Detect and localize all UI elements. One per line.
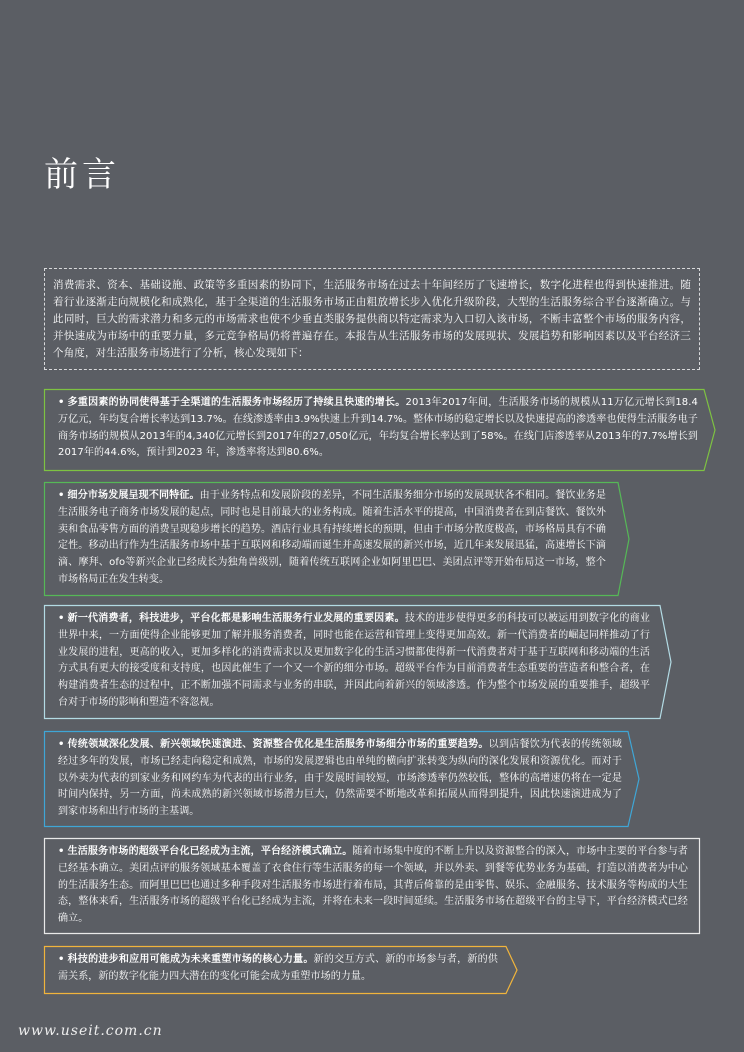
watermark-text: www.useit.com.cn (18, 1023, 163, 1039)
finding-box-3 (44, 605, 672, 719)
finding-lead-4: 传统领域深化发展、新兴领域快速演进、资源整合优化是生活服务市场细分市场的重要趋势。 (67, 739, 489, 750)
finding-box-1 (44, 389, 716, 471)
finding-body-3: 技术的进步使得更多的科技可以被运用到数字化的商业世界中来，一方面使得企业能够更加了解并服务消费者，同时也能在运营和管理上变得更加高效。新一代消费者的崛起同样推动了行业发展的进程，更高的收入，更加多样化的消费需求以及更加数字化的生活习惯都使得新一代消费者对于基于互联网和移动端的生活方式具有更大的接受度和支持度，也因此催生了一个又一个新的细分市场。超级平台作为目前消费者生态重要的营造者和整合者，在构建消费者生态的过程中，正不断加强不同需求与业务的串联，并因此向着新兴的领域渗透。作为整个市场发展的重要推手，超级平台对于市场的影响和塑造不容忽视。 (58, 613, 650, 708)
finding-lead-5: 生活服务市场的超级平台化已经成为主流，平台经济模式确立。 (67, 846, 353, 857)
bullet-icon: • (58, 490, 65, 501)
finding-text-1 (58, 395, 698, 462)
finding-lead-1: 多重因素的协同使得基于全渠道的生活服务市场经历了持续且快速的增长。 (67, 397, 406, 408)
bullet-icon: • (58, 397, 65, 408)
finding-text-4 (58, 737, 622, 821)
finding-text-6 (58, 952, 498, 986)
bullet-icon: • (58, 613, 65, 624)
finding-body-1: 2013年2017年间，生活服务市场的规模从11万亿元增长到18.4万亿元，年均复合增长率达到13.7%。在线渗透率由3.9%快速上升到14.7%。整体市场的稳定增长以及快速提高的渗透率也使得生活服务电子商务市场的规模从2013年的4,340亿元增长到2017年的27,050亿元，年均复合增长率达到了58%。在线门店渗透率从2013年的7.7%增长到2017年的44.6%，预计到2023 年，渗透率将达到80.6%。 (58, 397, 698, 459)
finding-lead-3: 新一代消费者，科技进步，平台化都是影响生活服务行业发展的重要因素。 (67, 613, 405, 624)
bullet-icon: • (58, 954, 65, 965)
bullet-icon: • (58, 739, 65, 750)
finding-body-4: 以到店餐饮为代表的传统领域经过多年的发展，市场已经走向稳定和成熟，市场的发展逻辑也由单纯的横向扩张转变为纵向的深化发展和资源优化。而对于以外卖为代表的到家业务和网约车为代表的出行业务，由于发展时间较短，市场渗透率仍然较低，整体的高增速仍将在一定是时间内保持，另一方面，尚未成熟的新兴领域市场潜力巨大，仍然需要不断地改革和拓展从而得到提升，因此快速演进成为了到家市场和出行市场的主基调。 (58, 739, 622, 818)
finding-lead-6: 科技的进步和应用可能成为未来重塑市场的核心力量。 (67, 954, 314, 965)
finding-box-4 (44, 731, 640, 827)
finding-box-2 (44, 482, 630, 596)
finding-text-3 (58, 611, 650, 712)
finding-body-6: 新的交互方式、新的市场参与者，新的供需关系，新的数字化能力四大潜在的变化可能会成为重塑市场的力量。 (58, 954, 498, 982)
finding-text-2 (58, 488, 606, 589)
finding-box-6 (44, 946, 518, 994)
finding-body-5: 随着市场集中度的不断上升以及资源整合的深入，市场中主要的平台参与者已经基本确立。美团点评的服务领域基本覆盖了衣食住行等生活服务的每一个领域，并以外卖、到餐等优势业务为基础，打造以消费者为中心的生活服务生态。而阿里巴巴也通过多种手段对生活服务市场进行着布局，其背后倚靠的是由零售、娱乐、金融服务、技术服务等构成的大生态，整体来看，生活服务市场的超级平台化已经成为主流，并将在未来一段时间延续。生活服务市场在超级平台的主导下，平台经济模式已经确立。 (58, 846, 688, 925)
bullet-icon: • (58, 846, 65, 857)
finding-text-5 (58, 844, 688, 928)
finding-lead-2: 细分市场发展呈现不同特征。 (67, 490, 200, 501)
finding-body-2: 由于业务特点和发展阶段的差异，不同生活服务细分市场的发展现状各不相同。餐饮业务是生活服务电子商务市场发展的起点，同时也是目前最大的业务构成。随着生活水平的提高，中国消费者在到店餐饮、餐饮外卖和食品零售方面的消费呈现稳步增长的趋势。酒店行业具有持续增长的预期，但由于市场分散度极高，市场格局具有不确定性。移动出行作为生活服务市场中基于互联网和移动端而诞生并高速发展的新兴市场，近几年来发展迅猛，高速增长下滴滴、摩拜、ofo等新兴企业已经成长为独角兽级别，随着传统互联网企业如阿里巴巴、美团点评等开始布局这一市场，整个市场格局正在发生转变。 (58, 490, 607, 585)
intro-paragraph: 消费需求、资本、基础设施、政策等多重因素的协同下，生活服务市场在过去十年间经历了飞速增长，数字化进程也得到快速推进。随着行业逐渐走向规模化和成熟化，基于全渠道的生活服务市场正由粗放增长步入优化升级阶段，大型的生活服务综合平台逐渐确立。与此同时，巨大的需求潜力和多元的市场需求也使不少垂直类服务提供商以特定需求为入口切入该市场，不断丰富整个市场的服务内容，并快速成为市场中的重要力量，多元竞争格局仍将普遍存在。本报告从生活服务市场的发展现状、发展趋势和影响因素以及平台经济三个角度，对生活服务市场进行了分析，核心发现如下： (44, 268, 700, 370)
finding-box-5 (44, 838, 700, 934)
page-title: 前言 (44, 155, 120, 195)
